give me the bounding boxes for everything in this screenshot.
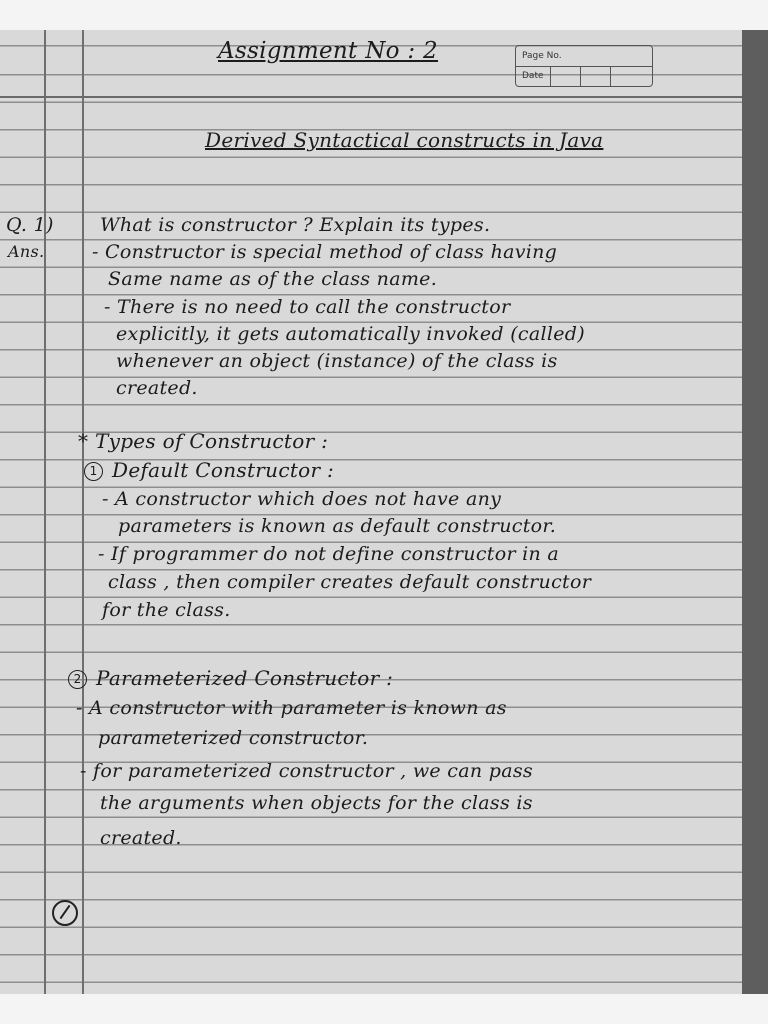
circled-number-2: 2 (68, 670, 87, 689)
page-number-date-box (515, 45, 653, 87)
answer-line: - Constructor is special method of class having (92, 241, 558, 263)
answer-line: created. (116, 377, 198, 399)
default-constructor-title: Default Constructor : (112, 458, 335, 482)
answer-line: Same name as of the class name. (108, 268, 438, 290)
margin-line-left (44, 30, 46, 994)
page-no-label: Page No. (522, 51, 562, 61)
section-heading: Derived Syntactical constructs in Java (205, 128, 604, 152)
default-line: for the class. (102, 599, 231, 621)
parameterized-constructor-title: Parameterized Constructor : (96, 666, 394, 690)
end-mark-icon (52, 900, 78, 926)
header-rule (0, 96, 742, 98)
question-text: What is constructor ? Explain its types. (100, 214, 491, 236)
margin-line-right (82, 30, 84, 994)
param-line: - A constructor with parameter is known as (76, 697, 507, 719)
default-line: parameters is known as default constructor. (118, 515, 557, 537)
param-line: parameterized constructor. (98, 727, 369, 749)
default-line: - A constructor which does not have any (102, 488, 502, 510)
question-label: Q. 1) (6, 214, 54, 236)
default-line: - If programmer do not define constructor in a (98, 543, 560, 565)
assignment-title: Assignment No : 2 (218, 38, 438, 64)
param-line: created. (100, 827, 182, 849)
answer-label: Ans. (8, 242, 45, 261)
param-line: the arguments when objects for the class is (100, 792, 533, 814)
date-label: Date (522, 71, 544, 81)
answer-line: explicitly, it gets automatically invoked (called) (116, 323, 585, 345)
page-edge-shadow (742, 30, 768, 994)
circled-number-1: 1 (84, 462, 103, 481)
notebook-page (0, 30, 742, 994)
answer-line: whenever an object (instance) of the class is (116, 350, 558, 372)
param-line: - for parameterized constructor , we can pass (80, 760, 533, 782)
types-heading: * Types of Constructor : (78, 429, 329, 453)
answer-line: - There is no need to call the constructor (104, 296, 511, 318)
default-line: class , then compiler creates default constructor (108, 571, 592, 593)
